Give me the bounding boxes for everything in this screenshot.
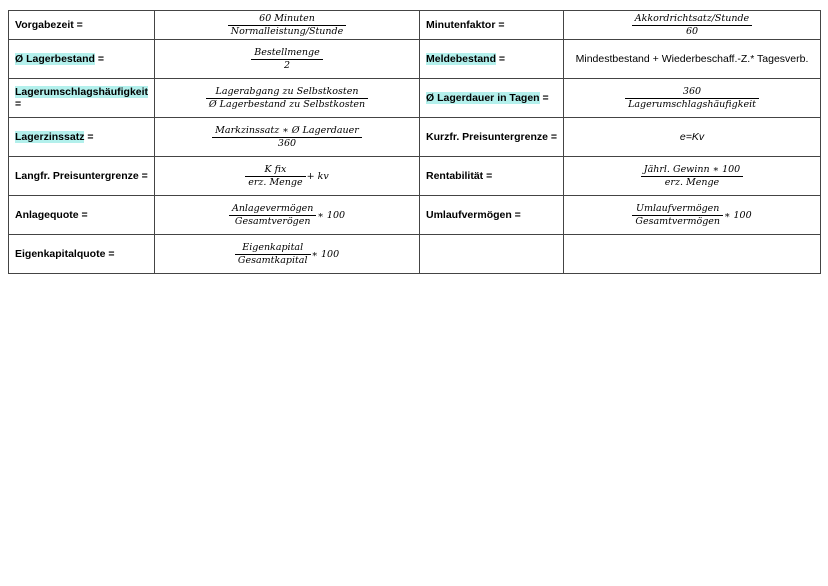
empty-cell (420, 235, 564, 274)
denominator: erz. Menge (248, 176, 303, 188)
table-row (9, 11, 821, 40)
lagerdauer-formula (564, 79, 821, 118)
lagerzinssatz-label: Lagerzinssatz = (9, 118, 155, 157)
table-row (9, 79, 821, 118)
langfr-preisuntergrenze-formula (155, 157, 420, 196)
table-row (9, 118, 821, 157)
lagerbestand-label: Ø Lagerbestand = (9, 40, 155, 79)
numerator: 360 (625, 86, 759, 99)
denominator: erz. Menge (664, 176, 720, 188)
kurzfr-preisuntergrenze-formula: e=Kv (564, 118, 821, 157)
langfr-preisuntergrenze-label: Langfr. Preisuntergrenze = (9, 157, 155, 196)
numerator: Eigenkapital (235, 242, 311, 255)
denominator: Gesamtvermögen (635, 215, 721, 227)
vorgabezeit-label: Vorgabezeit = (9, 11, 155, 40)
table-row (9, 196, 821, 235)
umlaufvermoegen-formula (564, 196, 821, 235)
numerator: Anlagevermögen (229, 203, 316, 216)
vorgabezeit-formula (155, 11, 420, 40)
denominator: Ø Lagerbestand zu Selbstkosten (208, 98, 366, 110)
formula-suffix: ∗ 100 (724, 209, 752, 221)
denominator: 60 (685, 25, 699, 37)
formula-suffix: ∗ 100 (317, 209, 346, 221)
numerator: Akkordrichtsatz/Stunde (632, 13, 752, 26)
table-row (9, 40, 821, 79)
table-row (9, 235, 821, 274)
lagerzinssatz-formula (155, 118, 420, 157)
minutenfaktor-label: Minutenfaktor = (420, 11, 564, 40)
numerator: Umlaufvermögen (632, 203, 723, 216)
denominator: Normalleistung/Stunde (230, 25, 344, 37)
table-row (9, 157, 821, 196)
rentabilitaet-formula (564, 157, 821, 196)
lagerumschlag-formula (155, 79, 420, 118)
lagerdauer-label: Ø Lagerdauer in Tagen = (420, 79, 564, 118)
numerator: Bestellmenge (251, 47, 322, 60)
minutenfaktor-formula (564, 11, 821, 40)
eigenkapitalquote-formula (155, 235, 420, 274)
numerator: 60 Minuten (228, 13, 346, 26)
denominator: 360 (277, 137, 297, 149)
umlaufvermoegen-label: Umlaufvermögen = (420, 196, 564, 235)
numerator: Lagerabgang zu Selbstkosten (206, 86, 368, 99)
lagerbestand-formula (155, 40, 420, 79)
denominator: Gesamtverögen (234, 215, 311, 227)
numerator: K fix (245, 164, 305, 177)
rentabilitaet-label: Rentabilität = (420, 157, 564, 196)
numerator: Jährl. Gewinn ∗ 100 (641, 164, 743, 177)
denominator: 2 (283, 59, 291, 71)
numerator: Markzinssatz ∗ Ø Lagerdauer (212, 125, 362, 138)
anlagequote-label: Anlagequote = (9, 196, 155, 235)
formula-table (8, 10, 821, 274)
kurzfr-preisuntergrenze-label: Kurzfr. Preisuntergrenze = (420, 118, 564, 157)
empty-cell (564, 235, 821, 274)
meldebestand-formula: Mindestbestand + Wiederbeschaff.-Z.* Tagesverb. (564, 40, 821, 79)
meldebestand-label: Meldebestand = (420, 40, 564, 79)
lagerumschlag-label: Lagerumschlagshäufigkeit = (9, 79, 155, 118)
denominator: Lagerumschlagshäufigkeit (628, 98, 756, 110)
formula-suffix: + kv (306, 170, 329, 182)
anlagequote-formula (155, 196, 420, 235)
formula-suffix: ∗ 100 (311, 248, 340, 260)
denominator: Gesamtkapital (237, 254, 308, 266)
eigenkapitalquote-label: Eigenkapitalquote = (9, 235, 155, 274)
